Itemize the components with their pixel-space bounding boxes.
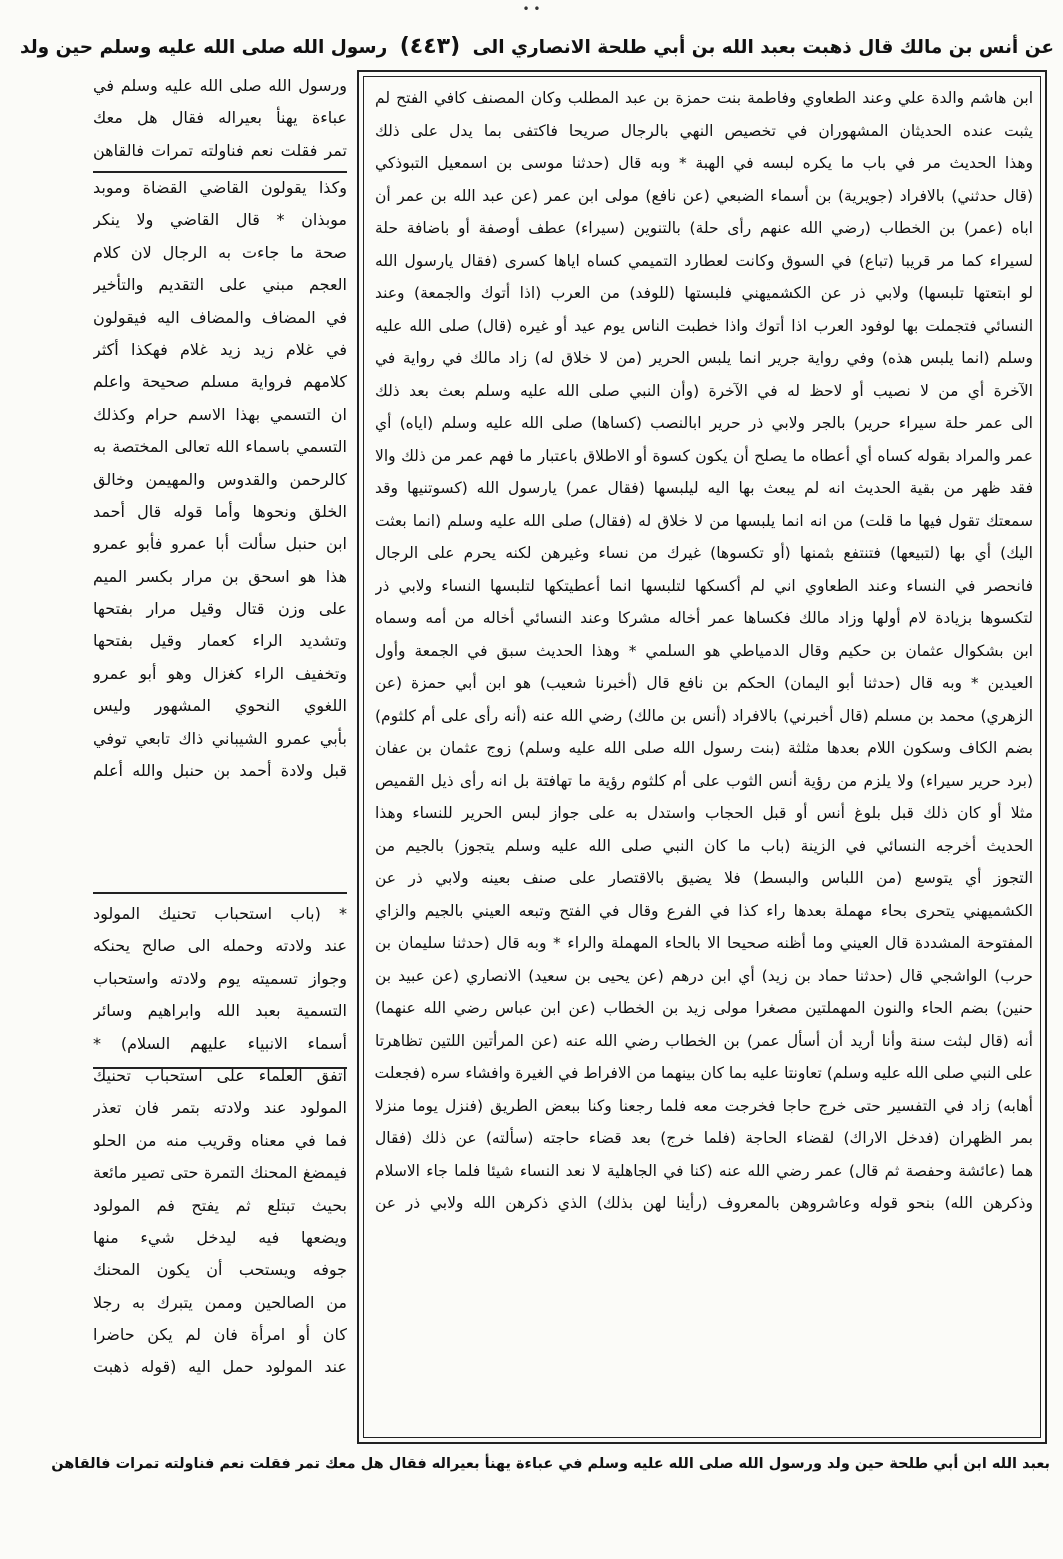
header-right-text: عن أنس بن مالك قال ذهبت بعبد الله بن أبي طلحة الانصاري الى (472, 37, 1054, 58)
main-text-line: اباه (عمر) بن الخطاب (رضي الله عنهم رأى حلة) بالتنوين (سيراء) عطف أوصفة أو باضافة حلة (375, 219, 1033, 237)
main-text-line: بمر الظهران (فدخل الاراك) لقضاء الحاجة (فلما خرج) بعد قضاء حاجته (سألته) عن ذلك (فقال (375, 1129, 1033, 1147)
side-bottom-text-line: * (باب استحباب تحنيك المولود (93, 904, 347, 923)
main-text-line: عمر والمراد بقوله كساه أي أعطاه ما يصلح أن يكون كسوة أو الاطلاق باعتبار ما فهم عمر من ذلك والا (375, 446, 1033, 465)
side-bottom-text-line: ويضعها فيه ليدخل شيء منها (93, 1227, 347, 1247)
main-text-line: النسائي فتجملت بها لوفود العرب اذا أتوك واذا خطبت الناس يوم عيد أو غيره (قال) صلى الله عليه (375, 316, 1033, 335)
side-top-text-line: عباءة يهنأ بعيراله فقال هل معك (93, 108, 347, 128)
main-text-line: العيدين * وبه قال (حدثنا أبو اليمان) الحكم بن نافع قال (أخبرنا شعيب) هو ابن أبي حمزة (عن (375, 674, 1033, 692)
side-bottom-text-line: كان أو امرأة فان لم يكن حاضرا (93, 1325, 347, 1345)
side-middle-text-line: على وزن قتال وقيل مرار بفتحها (93, 599, 347, 619)
side-bottom-text-line: عند المولود حمل اليه (قوله ذهبت (93, 1357, 347, 1377)
main-text-line: أهابه) زاد في التفسير حتى خرج حاجا فخرجت معه فلما رجعنا وكنا ببعض الطريق (فنزل يوما منزلا (375, 1096, 1033, 1115)
main-text-line: وسلم (انما يلبس هذه) وفي رواية جرير انما يلبس الحرير (من لا خلاق له) زاد مالك في رواية في (375, 349, 1033, 367)
page-number: (٤٤٣) (399, 34, 461, 59)
side-middle-text-line: وكذا يقولون القاضي القضاة وموبد (93, 178, 347, 197)
side-middle-text-line: ابن حنبل سألت أبا عمرو فأبو عمرو (93, 534, 347, 554)
main-text-line: بضم الكاف وسكون اللام بعدها مثلثة (بنت رسول الله صلى الله عليه وسلم) زوج عثمان بن عفان (375, 739, 1033, 757)
main-text-line: الزهري) محمد بن مسلم (قال أخبرني) بالافراد (أنس بن مالك) رضي الله عنه (أنه رأى على أم كلثوم) (375, 706, 1033, 725)
side-top-block (93, 70, 347, 168)
side-middle-text-line: ان التسمي بهذا الاسم حرام وكذلك (93, 404, 347, 424)
side-top-text-line: تمر فقلت نعم فناولته تمرات فالقاهن (93, 140, 347, 160)
side-middle-text-line: الخلق ونحوها وأما قوله قال أحمد (93, 501, 347, 521)
main-text-line: الحديث أخرجه النسائي في الزينة (باب ما كان النبي صلى الله عليه وسلم يتجوز) بالجيم من (375, 836, 1033, 855)
main-text-line: على النبي صلى الله عليه وسلم) تعاونتا عليه بما كان بينهما من الافراط في الغيرة وافشاء سره (فجعلت (375, 1064, 1033, 1082)
side-bottom-text-line: وجواز تسميته يوم ولادته واستحباب (93, 968, 347, 988)
side-bottom-text-line: بحيث تبتلع ثم يفتح فم المولود (93, 1195, 347, 1215)
side-bottom-text-line: فما في معناه وقريب منه من الحلو (93, 1130, 347, 1150)
header-left-text: رسول الله صلى الله عليه وسلم حين ولد (20, 37, 388, 58)
main-text-line: أنه (قال لبثت سنة وأنا أريد أن أسأل عمر) بن الخطاب رضي الله عنه (عن المرأتين اللتين تظاهرتا (375, 1031, 1033, 1050)
page-header (14, 30, 1054, 64)
main-text-line: لتكسوها بزيادة لام أولها وزاد مالك فكساها عمر أخاله مشركا وعند النسائي أخاله من أمه وسماه (375, 609, 1033, 627)
side-top-text-line: ورسول الله صلى الله عليه وسلم في (93, 76, 347, 95)
side-bottom-text-line: التسمية بعبد الله وابراهيم وسائر (93, 1001, 347, 1021)
main-text-line: الى عمر حلة سيراء حرير) بالجر ولابي ذر حرير ابالنصب (كساها) صلى الله عليه وسلم (اياه) أي (375, 414, 1033, 432)
main-commentary-frame (357, 70, 1047, 1444)
side-bottom-block (93, 898, 347, 1438)
side-middle-text-line: موبذان * قال القاضي ولا ينكر (93, 210, 347, 230)
main-text-line: وهذا الحديث مر في باب ما يكره لبسه في الهبة * وبه قال (حدثنا موسى بن اسمعيل التبوذكي (375, 154, 1033, 172)
main-text-line: (برد حرير سيراء) ولا يلزم من رؤية أنس الثوب على أم كلثوم رؤية ما تهافتة بل انه رأى ذيل القميص (375, 771, 1033, 790)
side-middle-text-line: هذا هو اسحق بن مرار بكسر الميم (93, 566, 347, 586)
main-text-line: ابن بشكوال عثمان بن حكيم وقال الدمياطي هو السلمي * وهذا الحديث سبق في الجمعة وأول (375, 641, 1033, 660)
side-middle-text-line: العجم مبني على التقديم والتأخير (93, 275, 347, 295)
side-bottom-text-line: من الصالحين وممن يتبرك به رجلا (93, 1292, 347, 1312)
main-text-line: المفتوحة المشددة قال العيني وما أظنه صحيحا الا بالحاء المهملة والراء * وبه قال (حدثنا سليمان بن (375, 934, 1033, 952)
main-text-line: سمعتك تقول فيها ما قلت) من انه انما يلبسها من لا خلاق له (فقال) صلى الله عليه وسلم (انما بعثت (375, 511, 1033, 530)
side-middle-text-line: كالرحمن والقدوس والمهيمن وخالق (93, 469, 347, 489)
side-middle-block (93, 172, 347, 789)
main-text-line: حرب) الواشجي قال (حدثنا حماد بن زيد) أي ابن درهم (عن يحيى بن سعيد) الانصاري (عن عبيد بن (375, 966, 1033, 985)
side-middle-text-line: وتخفيف الراء كغزال وهو أبو عمرو (93, 663, 347, 683)
main-text-line: وذكرهن الله) بنحو قوله وعاشروهن بالمعروف (رأينا لهن بذلك) الذي ذكرهن الله ولابي ذر عن (375, 1194, 1033, 1212)
main-text-line: لسيراء كما مر قريبا (تباع) في السوق وكانت لعطارد التميمي كساه اياها كسرى (فقال يارسول الله (375, 251, 1033, 270)
side-commentary (93, 70, 347, 1440)
side-bottom-text-line: المولود عند ولادته بتمر فان تعذر (93, 1098, 347, 1118)
side-middle-text-line: بأبي عمرو الشيباني ذاك تابعي توفي (93, 728, 347, 748)
page-footer: بعبد الله ابن أبي طلحة حين ولد ورسول الله صلى الله عليه وسلم في عباءة يهنأ بعيراله فقال هل معك تمر فقلت نعم فناولته تمرات فالقاهن (51, 1456, 1050, 1472)
main-text-line: لو ابتعتها تلبسها) ولابي ذر عن الكشميهني فلبستها (للوفد) من العرب (اذا أتوك والجمعة) وعند (375, 284, 1033, 302)
main-text-line: اليك) أي بها (لتبيعها) فتنتفع بثمنها (أو تكسوها) غيرك من نساء وغيرهن لكنه يحرم على الرجال (375, 544, 1033, 562)
main-text-line: (قال حدثني) بالافراد (جويرية) بن أسماء الضبعي (عن نافع) مولى ابن عمر (عن عبد الله بن عمر أن (375, 186, 1033, 205)
side-middle-text-line: قبل ولادة أحمد بن حنبل والله أعلم (93, 761, 347, 781)
side-bottom-text-line: اتفق العلماء على استحباب تحنيك (93, 1065, 347, 1085)
side-middle-text-line: كلامهم فرواية مسلم صحيحة واعلم (93, 372, 347, 392)
main-text-line: حنين) بضم الحاء والنون المهملتين مصغرا مولى زيد بن الخطاب (عن ابن عباس رضي الله عنهما) (375, 999, 1033, 1017)
side-divider-top (93, 171, 347, 173)
side-middle-text-line: في غلام زيد زيد غلام فهكذا أكثر (93, 339, 347, 359)
side-middle-text-line: في المضاف والمضاف اليه فيقولون (93, 307, 347, 327)
main-text-line: هما (عائشة وحفصة ثم قال) عمر رضي الله عنه (كنا في الجاهلية لا نعد النساء شيئا فلما جاء الاسلام (375, 1161, 1033, 1180)
side-bottom-text-line: عند ولادته وحمله الى صالح يحنكه (93, 936, 347, 956)
main-text-line: التجوز أي يتوسع (من اللباس والبسط) فلا يضيق بالاقتصار على صنف بعينه ولابي ذر عن (375, 869, 1033, 887)
main-text-line: فانحصر في النساء وعند الطعاوي اني لم أكسكها لتلبسها انما أعطيتكها لتلبسها النساء ولابي ذر (375, 576, 1033, 595)
main-text-line: يثبت عنده الحديثان المشهوران في تخصيص النهي بالرجال صريحا فاكتفى بما يدل على ذلك (375, 121, 1033, 140)
side-divider-bottom (93, 1067, 347, 1069)
main-text-line: الآخرة أي من لا نصيب أو لاحظ له في الآخرة (وأن النبي صلى الله عليه وسلم بعث بعد ذلك (375, 381, 1033, 400)
side-bottom-text-line: أسماء الانبياء عليهم السلام) * (93, 1033, 347, 1053)
main-text-line: فقد ظهر من بقية الحديث انه لم يبعث بها اليه ليلبسها (فقال عمر) يارسول الله (كسوتنيها وقد (375, 479, 1033, 497)
side-middle-text-line: اللغوي النحوي المشهور وليس (93, 696, 347, 716)
side-bottom-text-line: جوفه ويستحب أن يكون المحنك (93, 1260, 347, 1280)
side-middle-text-line: صحة ما جاءت به الرجال لان كلام (93, 242, 347, 262)
main-text-line: الكشميهني يتحرى بحاء مهملة بعدها راء كذا في الفرع وقال في الفتح وتبعه العيني بالجيم والزاي (375, 901, 1033, 920)
side-bottom-text-line: فيمضغ المحنك التمرة حتى تصير مائعة (93, 1163, 347, 1183)
side-middle-text-line: وتشديد الراء كعمار وقيل بفتحها (93, 631, 347, 651)
side-middle-text-line: التسمي باسماء الله تعالى المختصة به (93, 437, 347, 457)
main-commentary-text (375, 82, 1033, 1434)
main-text-line: مثلا أو كان ذلك قبل بلوغ أنس أو قبل الحجاب واستدل به على جواز لبس الحرير للنساء وهذا (375, 804, 1033, 822)
side-divider-middle (93, 892, 347, 894)
main-text-line: ابن هاشم والدة علي وعند الطعاوي وفاطمة بنت حمزة بن عبد المطلب وكان المصنف كافي الفتح لم (375, 89, 1033, 107)
page-top-mark: • • (522, 2, 541, 16)
